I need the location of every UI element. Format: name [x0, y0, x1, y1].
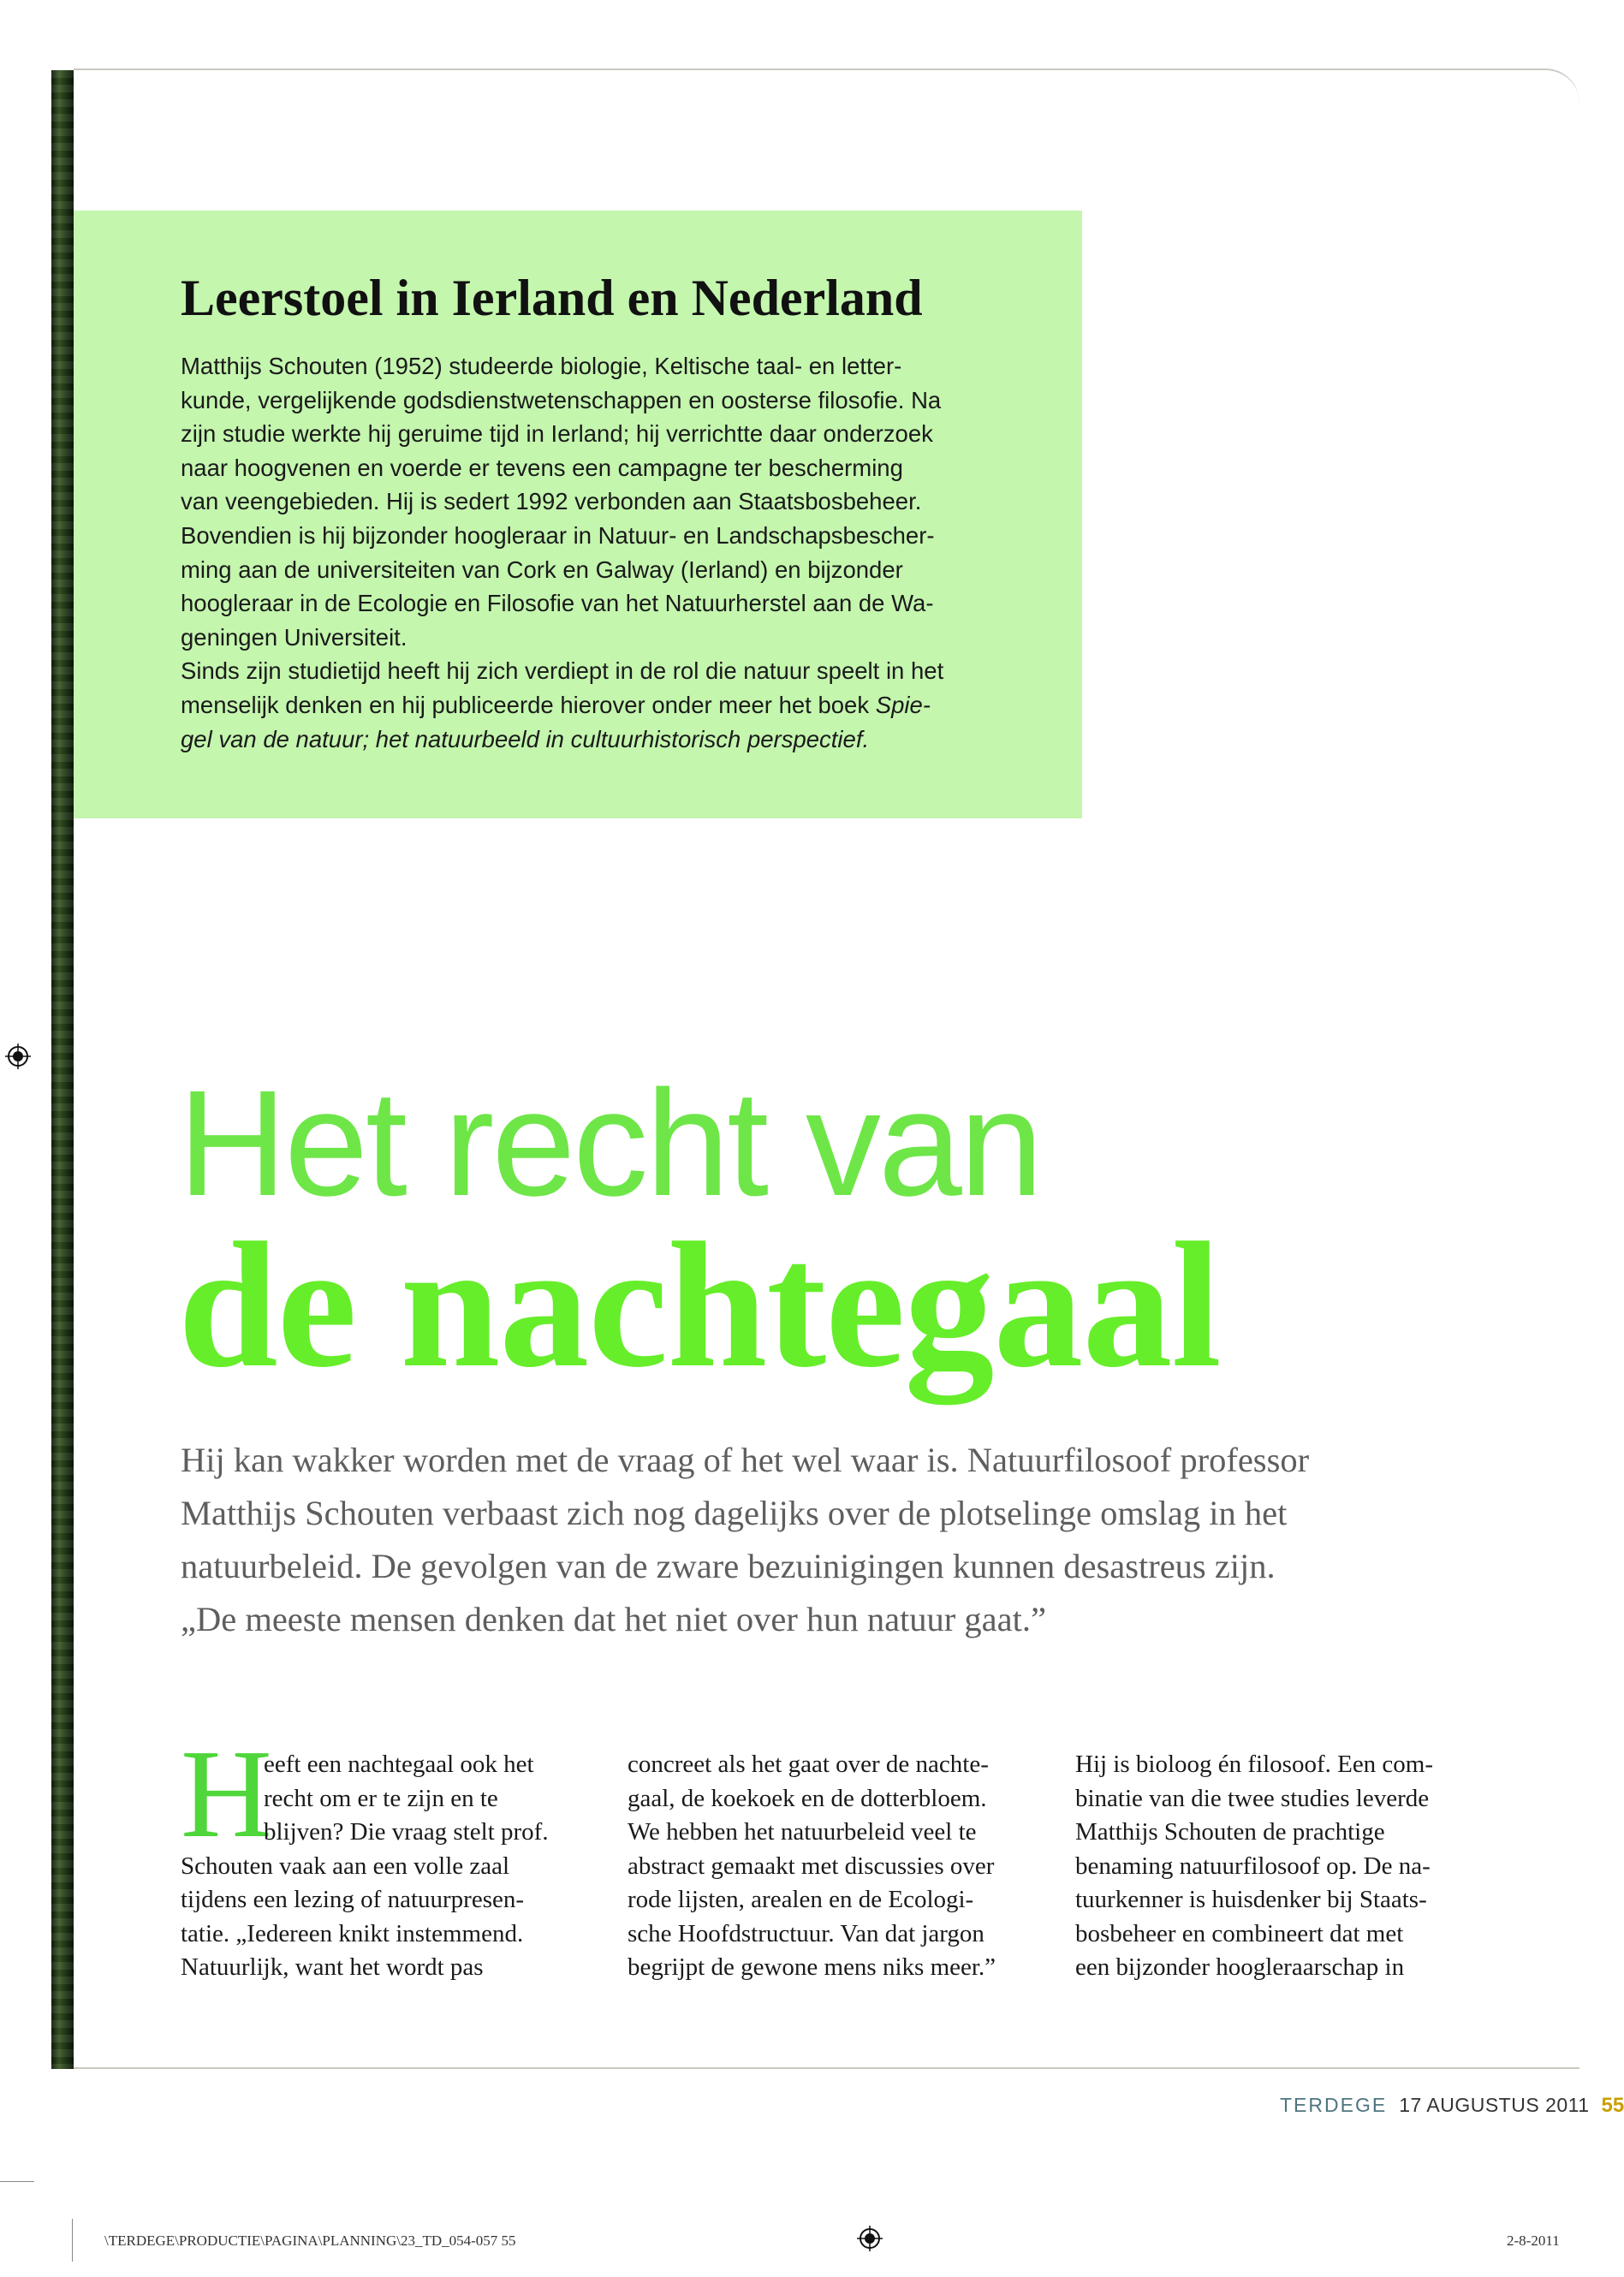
issue-date: 17 AUGUSTUS 2011 [1399, 2094, 1590, 2116]
body-line: tuurkenner is huisdenker bij Staats- [1075, 1886, 1427, 1913]
production-slug: \TERDEGE\PRODUCTIE\PAGINA\PLANNING\23_TD_054-057 55 [104, 2232, 516, 2249]
body-column-3 [1075, 1748, 1486, 1985]
body-line: eeft een nachtegaal ook het [264, 1751, 534, 1778]
body-line: We hebben het natuurbeleid veel te [628, 1818, 977, 1846]
sidebar-line: hoogleraar in de Ecologie en Filosofie van het Natuurherstel aan de Wa- [181, 590, 934, 617]
body-line: tatie. „Iedereen knikt instemmend. [181, 1919, 524, 1947]
sidebar-line [181, 722, 1002, 757]
intro-line: Matthijs Schouten verbaast zich nog dagelijks over de plotselinge omslag in het [181, 1494, 1288, 1532]
body-line: Hij is bioloog én filosoof. Een com- [1075, 1751, 1434, 1778]
body-line: rode lijsten, arealen en de Ecologi- [628, 1886, 974, 1913]
intro-paragraph [181, 1434, 1465, 1646]
sidebar-line-text: menselijk denken en hij publiceerde hierover onder meer het boek [181, 691, 876, 718]
photo-edge-strip [51, 70, 74, 2069]
page-number: 55 [1601, 2094, 1624, 2117]
body-line: sche Hoofdstructuur. Van dat jargon [628, 1919, 985, 1947]
registration-mark-icon [857, 2226, 883, 2251]
book-title-part: Spie- [875, 691, 931, 718]
sidebar-line: naar hoogvenen en voerde er tevens een campagne ter bescherming [181, 454, 903, 481]
body-line: abstract gemaakt met discussies over [628, 1852, 995, 1880]
headline-light: Het recht van [178, 1060, 1041, 1228]
body-line: Natuurlijk, want het wordt pas [181, 1953, 484, 1981]
sidebar-line: zijn studie werkte hij geruime tijd in Ierland; hij verrichtte daar onderzoek [181, 420, 933, 448]
sidebar-line: ming aan de universiteiten van Cork en Galway (Ierland) en bijzonder [181, 556, 903, 583]
sidebar-line: van veengebieden. Hij is sedert 1992 verbonden aan Staatsbosbeheer. [181, 488, 922, 515]
sidebar-line: Bovendien is hij bijzonder hoogleraar in Natuur- en Landschapsbescher- [181, 521, 935, 549]
magazine-name: TERDEGE [1280, 2094, 1388, 2116]
intro-line: Hij kan wakker worden met de vraag of het wel waar is. Natuurfilosoof professor [181, 1441, 1310, 1479]
sidebar-line: Sinds zijn studietijd heeft hij zich verdiept in de rol die natuur speelt in het [181, 657, 944, 685]
body-line: gaal, de koekoek en de dotterbloem. [628, 1784, 987, 1812]
book-title-part: gel van de natuur; het natuurbeeld in cultuurhistorisch perspectief. [181, 725, 870, 752]
body-line: tijdens een lezing of natuurpresen- [181, 1886, 525, 1913]
body-line: blijven? Die vraag stelt prof. [264, 1818, 549, 1846]
sidebar-line [181, 688, 1002, 722]
crop-mark [0, 2181, 34, 2182]
sidebar-line: kunde, vergelijkende godsdienstwetenschappen en oosterse filosofie. Na [181, 386, 942, 413]
body-line: begrijpt de gewone mens niks meer.” [628, 1953, 996, 1981]
body-line: bosbeheer en combineert dat met [1075, 1919, 1404, 1947]
body-column-1 [181, 1748, 592, 1985]
body-column-2 [628, 1748, 1038, 1985]
body-line: een bijzonder hoogleraarschap in [1075, 1953, 1405, 1981]
production-date: 2-8-2011 [1507, 2232, 1560, 2249]
intro-line: natuurbeleid. De gevolgen van de zware bezuinigingen kunnen desastreus zijn. [181, 1547, 1276, 1585]
body-line: Schouten vaak aan een volle zaal [181, 1852, 510, 1880]
crop-mark [72, 2219, 73, 2262]
body-line: concreet als het gaat over de nachte- [628, 1751, 989, 1778]
headline-bold: de nachtegaal [178, 1206, 1221, 1405]
sidebar-body [181, 349, 1002, 756]
body-line: recht om er te zijn en te [264, 1784, 498, 1812]
intro-line: „De meeste mensen denken dat het niet over hun natuur gaat.” [181, 1600, 1046, 1638]
body-line: Matthijs Schouten de prachtige [1075, 1818, 1385, 1846]
drop-cap: H [181, 1724, 272, 1864]
sidebar-line: Matthijs Schouten (1952) studeerde biologie, Keltische taal- en letter- [181, 353, 902, 379]
page-footer [1280, 2094, 1624, 2118]
sidebar-title: Leerstoel in Ierland en Nederland [181, 270, 923, 326]
sidebar-line: geningen Universiteit. [181, 623, 407, 651]
body-line: binatie van die twee studies leverde [1075, 1784, 1430, 1812]
body-line: benaming natuurfilosoof op. De na- [1075, 1852, 1431, 1880]
registration-mark-icon [5, 1043, 31, 1069]
